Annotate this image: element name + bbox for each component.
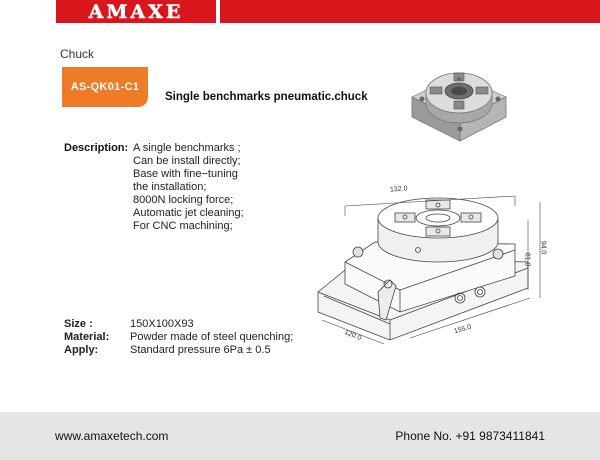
description-line: A single benchmarks ; bbox=[133, 142, 241, 154]
spec-size-label: Size : bbox=[64, 318, 93, 330]
description-line: Base with fine−tuning bbox=[133, 168, 238, 180]
dim-top: 132.0 bbox=[389, 185, 408, 194]
spec-material-value: Powder made of steel quenching; bbox=[130, 331, 294, 343]
dim-width: 120.0 bbox=[343, 328, 363, 343]
brand-logo[interactable] bbox=[56, 0, 216, 23]
dim-height: 94.0 bbox=[539, 240, 547, 255]
product-title: Single benchmarks pneumatic.chuck bbox=[165, 91, 368, 103]
description-line: Automatic jet cleaning; bbox=[133, 207, 244, 219]
dim-body: 81.0 bbox=[523, 252, 531, 267]
header-red-stripe bbox=[220, 0, 600, 23]
product-code-tab bbox=[62, 67, 148, 107]
technical-drawing bbox=[300, 180, 565, 355]
spec-material-label: Material: bbox=[64, 331, 110, 343]
spec-apply-label: Apply: bbox=[64, 344, 99, 356]
description-list bbox=[133, 142, 244, 233]
description-line: 8000N locking force; bbox=[133, 194, 234, 206]
header-bar bbox=[0, 0, 600, 23]
dim-length: 155.0 bbox=[453, 323, 473, 336]
description-line: Can be install directly; bbox=[133, 155, 241, 167]
category-label: Chuck bbox=[60, 47, 95, 61]
footer-bar bbox=[0, 412, 600, 460]
spec-size-value: 150X100X93 bbox=[130, 318, 194, 330]
footer-phone: Phone No. +91 9873411841 bbox=[395, 429, 545, 443]
description-line: the installation; bbox=[133, 181, 207, 193]
spec-apply-value: Standard pressure 6Pa ± 0.5 bbox=[130, 344, 271, 356]
description-line: For CNC machining; bbox=[133, 220, 233, 232]
footer-website-link[interactable]: www.amaxetech.com bbox=[55, 429, 169, 443]
product-photo bbox=[402, 55, 514, 145]
logo-text: AMAXE bbox=[88, 0, 184, 23]
product-code: AS-QK01-C1 bbox=[70, 81, 140, 93]
description-label: Description: bbox=[64, 142, 129, 154]
